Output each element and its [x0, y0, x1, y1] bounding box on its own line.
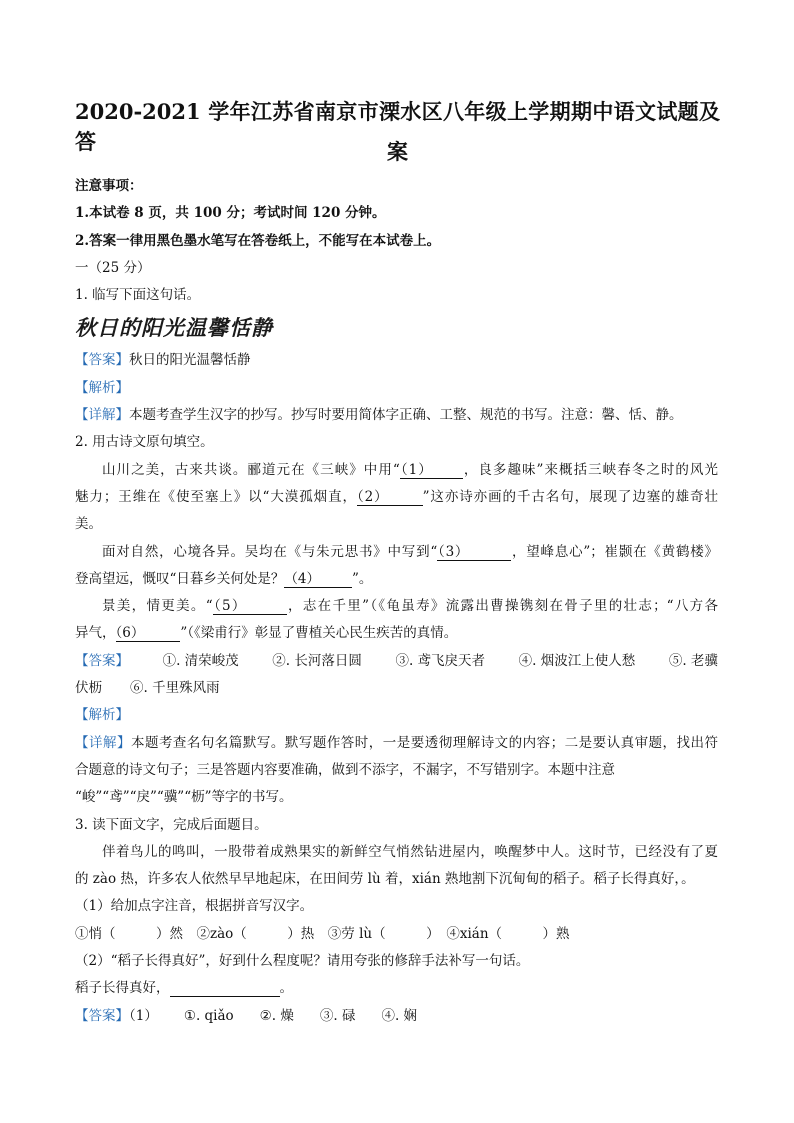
text: ”。	[352, 570, 373, 587]
analysis-label: 【解析】	[75, 707, 129, 724]
q2-answers-line-2	[75, 675, 718, 702]
q2-p3-line-1	[75, 593, 718, 620]
q2-p2-line-1	[75, 539, 718, 566]
text: 面对自然，心境各异。吴均在《与朱元思书》中写到“	[102, 543, 438, 560]
q3-answer-prefix: （1）	[129, 1007, 158, 1024]
text: 稻子长得真好，	[75, 980, 170, 997]
fill-blank-2[interactable]	[357, 489, 423, 506]
q2-answer-item: ②. 长河落日圆	[272, 652, 362, 669]
fill-blank-6[interactable]	[116, 625, 181, 642]
q1-answer	[75, 347, 718, 374]
blank-number: （5）	[212, 598, 247, 615]
blank-number: （6）	[115, 625, 145, 642]
text: 。	[279, 980, 293, 997]
text: 魅力；王维在《使至塞上》以“大漠孤烟直，	[75, 488, 357, 505]
detail-label: 【详解】	[75, 407, 129, 424]
blank-number: （4）	[284, 570, 320, 587]
blank-number: （3）	[437, 543, 470, 560]
fill-blank-5[interactable]	[213, 598, 287, 615]
q3-passage-line-2: 的 zào 热，许多农人依然早早地起床，在田间劳 lù 着，xián 熟地割下沉甸甸的稻子。稻子长得真好，。	[75, 871, 695, 888]
answer-label: 【答案】	[75, 652, 129, 669]
q2-p1-line-3: 美。	[75, 516, 102, 533]
text: ”（《梁甫行》彰显了曹植关心民生疾苦的真情。	[180, 625, 458, 642]
q3-sub1-prompt: （1）给加点字注音，根据拼音写汉字。	[75, 898, 314, 915]
q2-p1-line-2	[75, 484, 718, 511]
text: 异气，	[75, 625, 116, 642]
q1-detail	[75, 402, 718, 429]
q2-prompt: 2. 用古诗文原句填空。	[75, 434, 214, 451]
q2-answer-item: ③. 鸢飞戾天者	[395, 652, 486, 669]
answer-label: 【答案】	[75, 1007, 129, 1024]
text: 山川之美，古来共谈。郦道元在《三峡》中用“	[102, 461, 400, 478]
q3-passage-line-1: 伴着鸟儿的鸣叫，一股带着成熟果实的新鲜空气悄然钻进屋内，唤醒梦中人。这时节，已经没有了夏	[102, 843, 718, 860]
q2-detail-line-3: “峻”“鸢”“戾”“骥”“枥”等字的书写。	[75, 789, 293, 806]
q2-answer-item: ⑥. 千里殊风雨	[130, 680, 220, 697]
text: ”这亦诗亦画的千古名句，展现了边塞的雄奇壮	[422, 488, 718, 505]
q2-answer-item: ④. 烟波江上使人愁	[518, 652, 636, 669]
q3-answer-item: ③. 碌	[319, 1007, 356, 1024]
exam-body	[75, 173, 718, 1030]
q3-sub2-fill	[75, 975, 718, 1002]
analysis-label: 【解析】	[75, 379, 129, 396]
q2-p2-line-2	[75, 566, 718, 593]
q2-answer-item: ⑤. 老骥	[668, 652, 718, 669]
q3-answer-item: ①. qiǎo	[183, 1007, 234, 1024]
q3-sub1-items: ①悄（ ）然 ②zào（ ）热 ③劳 lù（ ） ④xián（ ）熟	[75, 925, 570, 942]
fill-blank-1[interactable]	[400, 462, 463, 479]
q1-detail-text: 本题考查学生汉字的抄写。抄写时要用简体字正确、工整、规范的书写。注意：馨、恬、静。	[129, 407, 683, 424]
q2-analysis-label	[75, 702, 718, 729]
q2-p3-line-2	[75, 620, 718, 647]
text: 本题考查名句名篇默写。默写题作答时，一是要透彻理解诗文的内容；二是要认真审题，找出符	[130, 734, 719, 751]
blank-number: （1）	[399, 461, 433, 478]
text: 景美，情更美。“	[102, 598, 213, 615]
q1-answer-text: 秋日的阳光温馨恬静	[129, 352, 251, 369]
q2-answer-item: 伏枥	[75, 680, 102, 697]
q1-calligraphy-sample: 秋日的阳光温馨恬静	[75, 315, 273, 341]
q2-answer-item: ①. 清荣峻茂	[162, 652, 239, 669]
fill-blank-sentence[interactable]	[170, 980, 280, 997]
section-heading: 一（25 分）	[75, 259, 151, 276]
q2-p1-line-1	[75, 457, 718, 484]
document-title-line-1: 2020-2021 学年江苏省南京市溧水区八年级上学期期中语文试题及答	[75, 99, 720, 154]
q3-answer	[75, 1003, 718, 1030]
notice-heading: 注意事项：	[75, 178, 143, 194]
q3-sub2-prompt: （2）“稻子长得真好”，好到什么程度呢？请用夸张的修辞手法补写一句话。	[75, 953, 530, 970]
q1-prompt: 1. 临写下面这句话。	[75, 287, 201, 304]
text: ，志在千里”（《龟虽寿》流露出曹操镌刻在骨子里的壮志；“八方各	[286, 598, 719, 615]
fill-blank-3[interactable]	[437, 544, 511, 561]
blank-number: （2）	[356, 488, 389, 505]
detail-label: 【详解】	[75, 734, 131, 751]
text: 登高望远，慨叹“日暮乡关何处是？	[75, 570, 285, 587]
q2-answers-line-1	[75, 648, 718, 675]
q2-detail-line-2: 合题意的诗文句子；三是答题内容要准确，做到不添字，不漏字，不写错别字。本题中注意	[75, 761, 615, 778]
q2-detail-line-1	[75, 730, 718, 757]
notice-item-1: 1.本试卷 8 页，共 100 分；考试时间 120 分钟。	[75, 205, 386, 222]
q1-analysis-label	[75, 375, 718, 402]
q3-prompt: 3. 读下面文字，完成后面题目。	[75, 816, 268, 833]
q3-answer-item: ④. 娴	[381, 1007, 418, 1024]
text: ，良多趣味”来概括三峡春冬之时的风光	[462, 461, 718, 478]
q3-answer-item: ②. 燥	[259, 1007, 294, 1024]
document-title-line-2: 案	[387, 139, 408, 164]
notice-item-2: 2.答案一律用黑色墨水笔写在答卷纸上，不能写在本试卷上。	[75, 232, 441, 249]
text: ，望峰息心”；崔颢在《黄鹤楼》	[511, 543, 718, 560]
fill-blank-4[interactable]	[284, 571, 352, 588]
answer-label: 【答案】	[75, 352, 129, 369]
